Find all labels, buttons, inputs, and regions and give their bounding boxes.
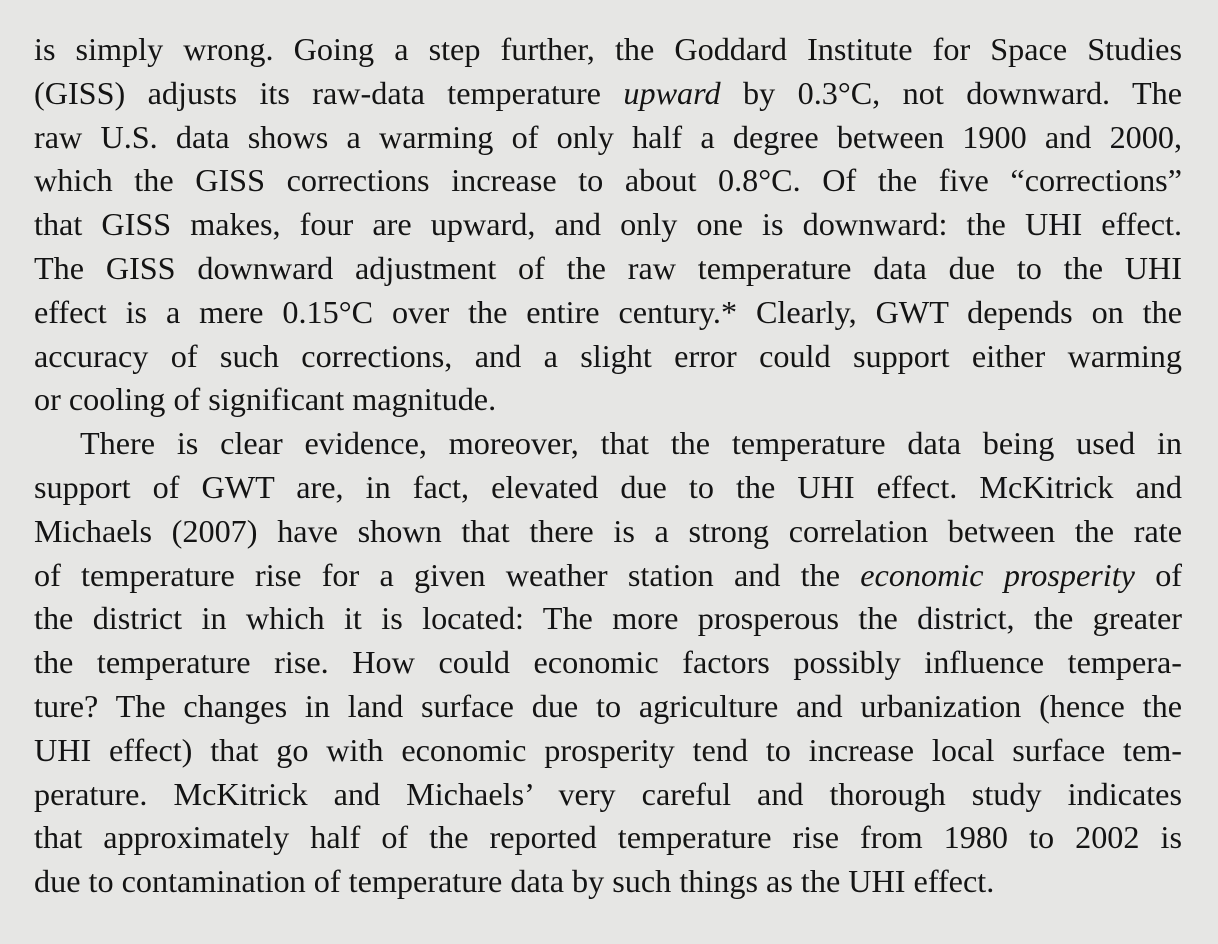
text-segment: by 0.3°C, not downward. The bbox=[720, 74, 1182, 111]
text-line bbox=[34, 816, 1182, 860]
text-segment: accuracy of such corrections, and a slight error could support either warming bbox=[34, 337, 1182, 374]
text-line bbox=[34, 773, 1182, 817]
text-line bbox=[34, 641, 1182, 685]
text-segment: the district in which it is located: The more prosperous the district, the greater bbox=[34, 600, 1182, 637]
text-line bbox=[34, 729, 1182, 773]
text-line bbox=[34, 685, 1182, 729]
text-segment: perature. McKitrick and Michaels’ very careful and thorough study indicates bbox=[34, 775, 1182, 812]
paragraph-1 bbox=[34, 28, 1182, 422]
text-segment: or cooling of significant magnitude. bbox=[34, 381, 497, 418]
text-segment: of bbox=[1134, 556, 1183, 593]
text-segment: There is clear evidence, moreover, that the temperature data being used in bbox=[80, 425, 1182, 462]
text-line bbox=[34, 28, 1182, 72]
text-segment: the temperature rise. How could economic factors possibly influence tempera- bbox=[34, 644, 1182, 681]
paragraph-2 bbox=[34, 422, 1182, 904]
italic-text: economic prosperity bbox=[860, 556, 1135, 593]
text-line bbox=[34, 597, 1182, 641]
text-segment: of temperature rise for a given weather station and the bbox=[34, 556, 861, 593]
text-segment: Michaels (2007) have shown that there is a strong correlation between the rate bbox=[34, 512, 1182, 549]
text-segment: (GISS) adjusts its raw-data temperature bbox=[34, 74, 624, 111]
text-segment: is simply wrong. Going a step further, the Goddard Institute for Space Studies bbox=[34, 31, 1182, 67]
text-segment: that GISS makes, four are upward, and only one is downward: the UHI effect. bbox=[34, 206, 1182, 243]
text-line bbox=[34, 466, 1182, 510]
italic-text: upward bbox=[623, 74, 721, 111]
text-line bbox=[34, 510, 1182, 554]
text-line bbox=[34, 422, 1182, 466]
text-segment: The GISS downward adjustment of the raw temperature data due to the UHI bbox=[34, 249, 1182, 286]
text-segment: ture? The changes in land surface due to agriculture and urbanization (hence the bbox=[34, 687, 1182, 724]
text-segment: that approximately half of the reported temperature rise from 1980 to 2002 is bbox=[34, 819, 1182, 856]
text-segment: support of GWT are, in fact, elevated due to the UHI effect. McKitrick and bbox=[34, 468, 1182, 505]
text-line bbox=[34, 72, 1182, 116]
text-line bbox=[34, 116, 1182, 160]
text-line bbox=[34, 378, 1182, 422]
text-segment: which the GISS corrections increase to about 0.8°C. Of the five “corrections” bbox=[34, 162, 1182, 199]
text-line bbox=[34, 554, 1182, 598]
text-segment: raw U.S. data shows a warming of only half a degree between 1900 and 2000, bbox=[34, 118, 1182, 155]
text-line bbox=[34, 335, 1182, 379]
text-segment: due to contamination of temperature data by such things as the UHI effect. bbox=[34, 863, 995, 900]
text-segment: UHI effect) that go with economic prosperity tend to increase local surface tem- bbox=[34, 731, 1182, 768]
text-line bbox=[34, 247, 1182, 291]
text-line bbox=[34, 291, 1182, 335]
text-line bbox=[34, 203, 1182, 247]
text-line bbox=[34, 860, 1182, 904]
text-line bbox=[34, 159, 1182, 203]
text-segment: effect is a mere 0.15°C over the entire century.* Clearly, GWT depends on the bbox=[34, 293, 1182, 330]
